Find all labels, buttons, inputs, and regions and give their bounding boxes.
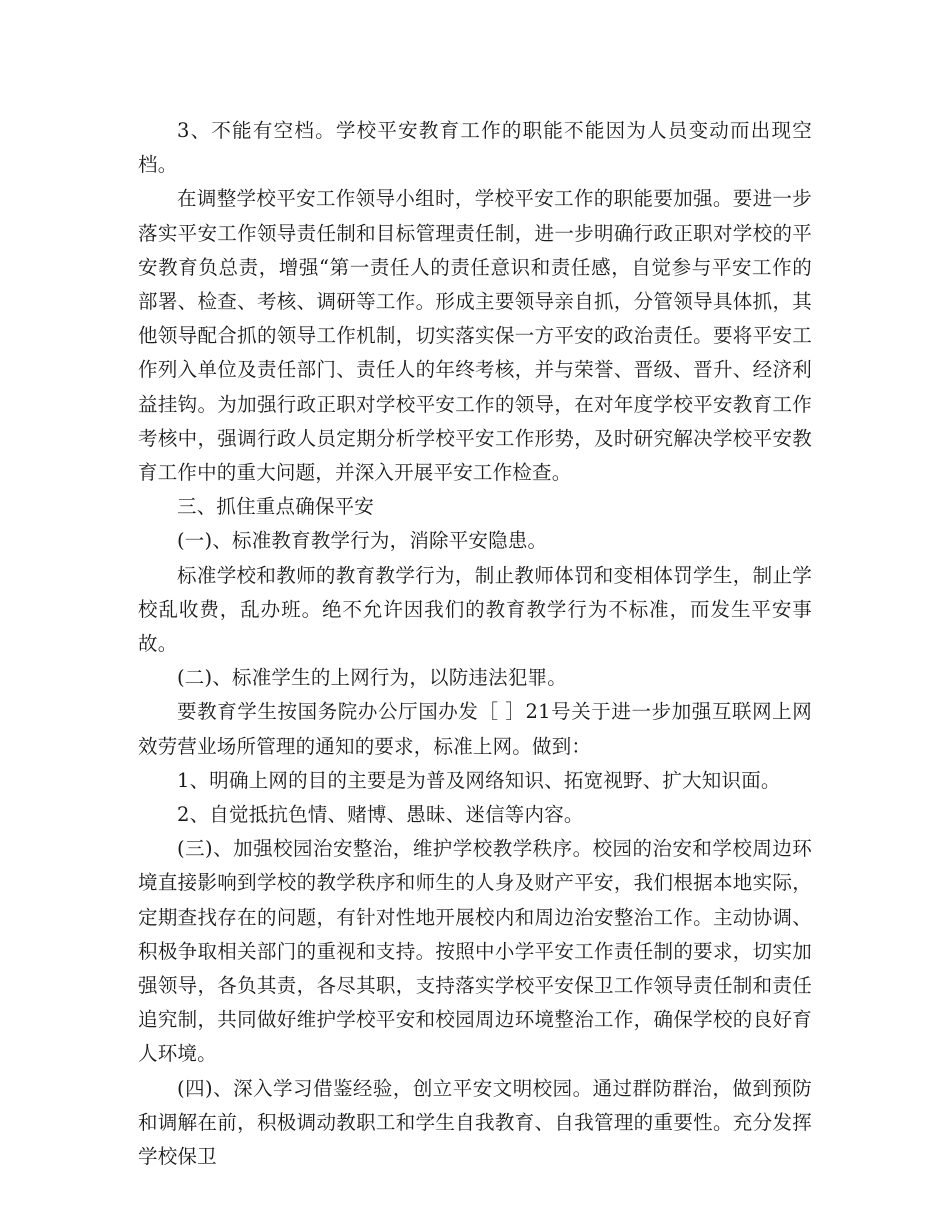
paragraph-campus-security: (三)、加强校园治安整治，维护学校教学秩序。校园的治安和学校周边环境直接影响到学校的教学秩序和师生的人身及财产平安，我们根据本地实际，定期查找存在的问题，有针对性地开展校内和周边治安整治工作。主动协调、积极争取相关部门的重视和支持。按照中小学平安工作责任制的要求，切实加强领导，各负其责，各尽其职，支持落实学校平安保卫工作领导责任制和责任追究制，共同做好维护学校平安和校园周边环境整治工作，确保学校的良好育人环境。 [138, 837, 812, 1066]
subheading-2: (二)、标准学生的上网行为，以防违法犯罪。 [177, 666, 567, 690]
list-item-2: 2、自觉抵抗色情、赌博、愚昧、迷信等内容。 [177, 803, 584, 827]
paragraph-teaching-behavior: 标准学校和教师的教育教学行为，制止教师体罚和变相体罚学生，制止学校乱收费，乱办班。绝不允许因我们的教育教学行为不标准，而发生平安事故。 [138, 563, 812, 656]
subheading-1: (一)、标准教育教学行为，消除平安隐患。 [177, 529, 548, 553]
document-body [138, 114, 812, 1174]
paragraph-leadership: 在调整学校平安工作领导小组时，学校平安工作的职能要加强。要进一步落实平安工作领导责任制和目标管理责任制，进一步明确行政正职对学校的平安教育负总责，增强“第一责任人的责任意识和责任感，自觉参与平安工作的部署、检查、考核、调研等工作。形成主要领导亲自抓，分管领导具体抓，其他领导配合抓的领导工作机制，切实落实保一方平安的政治责任。要将平安工作列入单位及责任部门、责任人的年终考核，并与荣誉、晋级、晋升、经济利益挂钩。为加强行政正职对学校平安工作的领导，在对年度学校平安教育工作考核中，强调行政人员定期分析学校平安工作形势，及时研究解决学校平安教育工作中的重大问题，并深入开展平安工作检查。 [138, 187, 812, 485]
paragraph-internet-notice: 要教育学生按国务院办公厅国办发［ ］21号关于进一步加强互联网上网效劳营业场所管理的通知的要求，标准上网。做到： [138, 700, 812, 758]
paragraph-no-gap: 3、不能有空档。学校平安教育工作的职能不能因为人员变动而出现空档。 [138, 119, 812, 177]
paragraph-learning-experience: (四)、深入学习借鉴经验，创立平安文明校园。通过群防群治，做到预防和调解在前，积极调动教职工和学生自我教育、自我管理的重要性。充分发挥学校保卫 [138, 1076, 812, 1169]
section-heading-3: 三、抓住重点确保平安 [177, 495, 375, 519]
list-item-1: 1、明确上网的目的主要是为普及网络知识、拓宽视野、扩大知识面。 [177, 768, 781, 792]
